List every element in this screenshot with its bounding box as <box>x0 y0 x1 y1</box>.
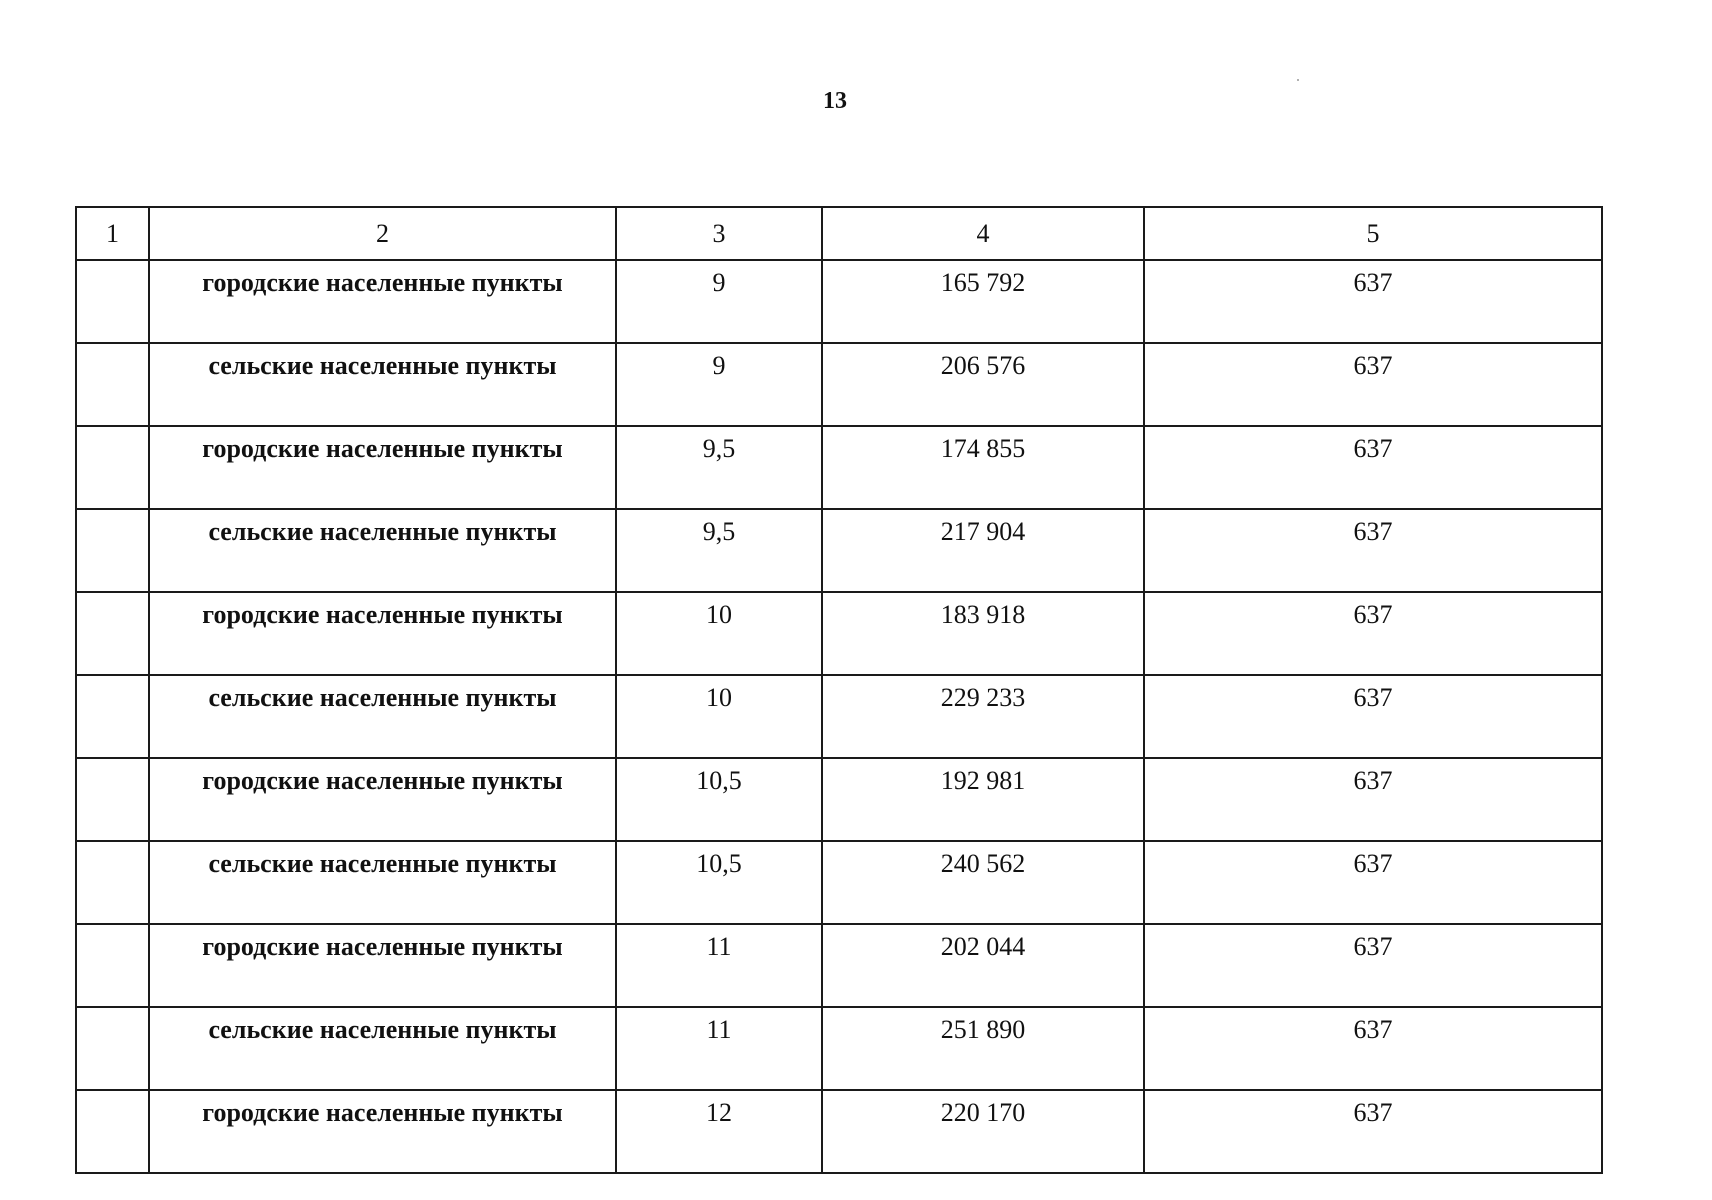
settlement-type-cell: сельские населенные пункты <box>149 675 616 758</box>
page-number: 13 <box>823 88 847 114</box>
value-cell-4: 174 855 <box>822 426 1144 509</box>
header-cell-1: 1 <box>76 207 149 260</box>
value-cell-4: 251 890 <box>822 1007 1144 1090</box>
row-number-cell <box>76 592 149 675</box>
row-number-cell <box>76 260 149 343</box>
table-row <box>76 260 1602 343</box>
value-cell-5: 637 <box>1144 426 1602 509</box>
value-cell-5: 637 <box>1144 758 1602 841</box>
scan-speck <box>1297 79 1299 81</box>
table-row <box>76 426 1602 509</box>
value-cell-3: 9 <box>616 260 822 343</box>
value-cell-3: 11 <box>616 1007 822 1090</box>
settlement-type-cell: сельские населенные пункты <box>149 1007 616 1090</box>
value-cell-3: 10,5 <box>616 758 822 841</box>
value-cell-5: 637 <box>1144 343 1602 426</box>
row-number-cell <box>76 343 149 426</box>
value-cell-5: 637 <box>1144 924 1602 1007</box>
value-cell-3: 9 <box>616 343 822 426</box>
settlement-type-cell: городские населенные пункты <box>149 924 616 1007</box>
table-row <box>76 592 1602 675</box>
row-number-cell <box>76 509 149 592</box>
value-cell-4: 206 576 <box>822 343 1144 426</box>
value-cell-5: 637 <box>1144 841 1602 924</box>
value-cell-4: 220 170 <box>822 1090 1144 1173</box>
value-cell-5: 637 <box>1144 260 1602 343</box>
row-number-cell <box>76 1090 149 1173</box>
row-number-cell <box>76 1007 149 1090</box>
header-cell-3: 3 <box>616 207 822 260</box>
value-cell-3: 10 <box>616 675 822 758</box>
table-header-row <box>76 207 1602 260</box>
table-row <box>76 1090 1602 1173</box>
value-cell-4: 202 044 <box>822 924 1144 1007</box>
data-table <box>75 206 1603 1174</box>
settlement-type-cell: городские населенные пункты <box>149 1090 616 1173</box>
value-cell-3: 11 <box>616 924 822 1007</box>
table-row <box>76 1007 1602 1090</box>
value-cell-3: 10 <box>616 592 822 675</box>
row-number-cell <box>76 426 149 509</box>
value-cell-5: 637 <box>1144 592 1602 675</box>
row-number-cell <box>76 675 149 758</box>
settlement-type-cell: сельские населенные пункты <box>149 343 616 426</box>
row-number-cell <box>76 758 149 841</box>
settlement-type-cell: городские населенные пункты <box>149 758 616 841</box>
settlement-type-cell: сельские населенные пункты <box>149 841 616 924</box>
header-cell-4: 4 <box>822 207 1144 260</box>
value-cell-3: 9,5 <box>616 426 822 509</box>
table-row <box>76 841 1602 924</box>
value-cell-3: 10,5 <box>616 841 822 924</box>
value-cell-4: 217 904 <box>822 509 1144 592</box>
row-number-cell <box>76 924 149 1007</box>
table-row <box>76 924 1602 1007</box>
value-cell-5: 637 <box>1144 1090 1602 1173</box>
settlement-type-cell: сельские населенные пункты <box>149 509 616 592</box>
value-cell-5: 637 <box>1144 1007 1602 1090</box>
header-cell-5: 5 <box>1144 207 1602 260</box>
value-cell-5: 637 <box>1144 509 1602 592</box>
value-cell-4: 229 233 <box>822 675 1144 758</box>
table-row <box>76 675 1602 758</box>
row-number-cell <box>76 841 149 924</box>
value-cell-4: 165 792 <box>822 260 1144 343</box>
header-cell-2: 2 <box>149 207 616 260</box>
value-cell-4: 183 918 <box>822 592 1144 675</box>
table-row <box>76 758 1602 841</box>
settlement-type-cell: городские населенные пункты <box>149 426 616 509</box>
value-cell-4: 192 981 <box>822 758 1144 841</box>
settlement-type-cell: городские населенные пункты <box>149 592 616 675</box>
settlement-type-cell: городские населенные пункты <box>149 260 616 343</box>
table-row <box>76 343 1602 426</box>
value-cell-4: 240 562 <box>822 841 1144 924</box>
value-cell-3: 12 <box>616 1090 822 1173</box>
table-row <box>76 509 1602 592</box>
value-cell-3: 9,5 <box>616 509 822 592</box>
value-cell-5: 637 <box>1144 675 1602 758</box>
